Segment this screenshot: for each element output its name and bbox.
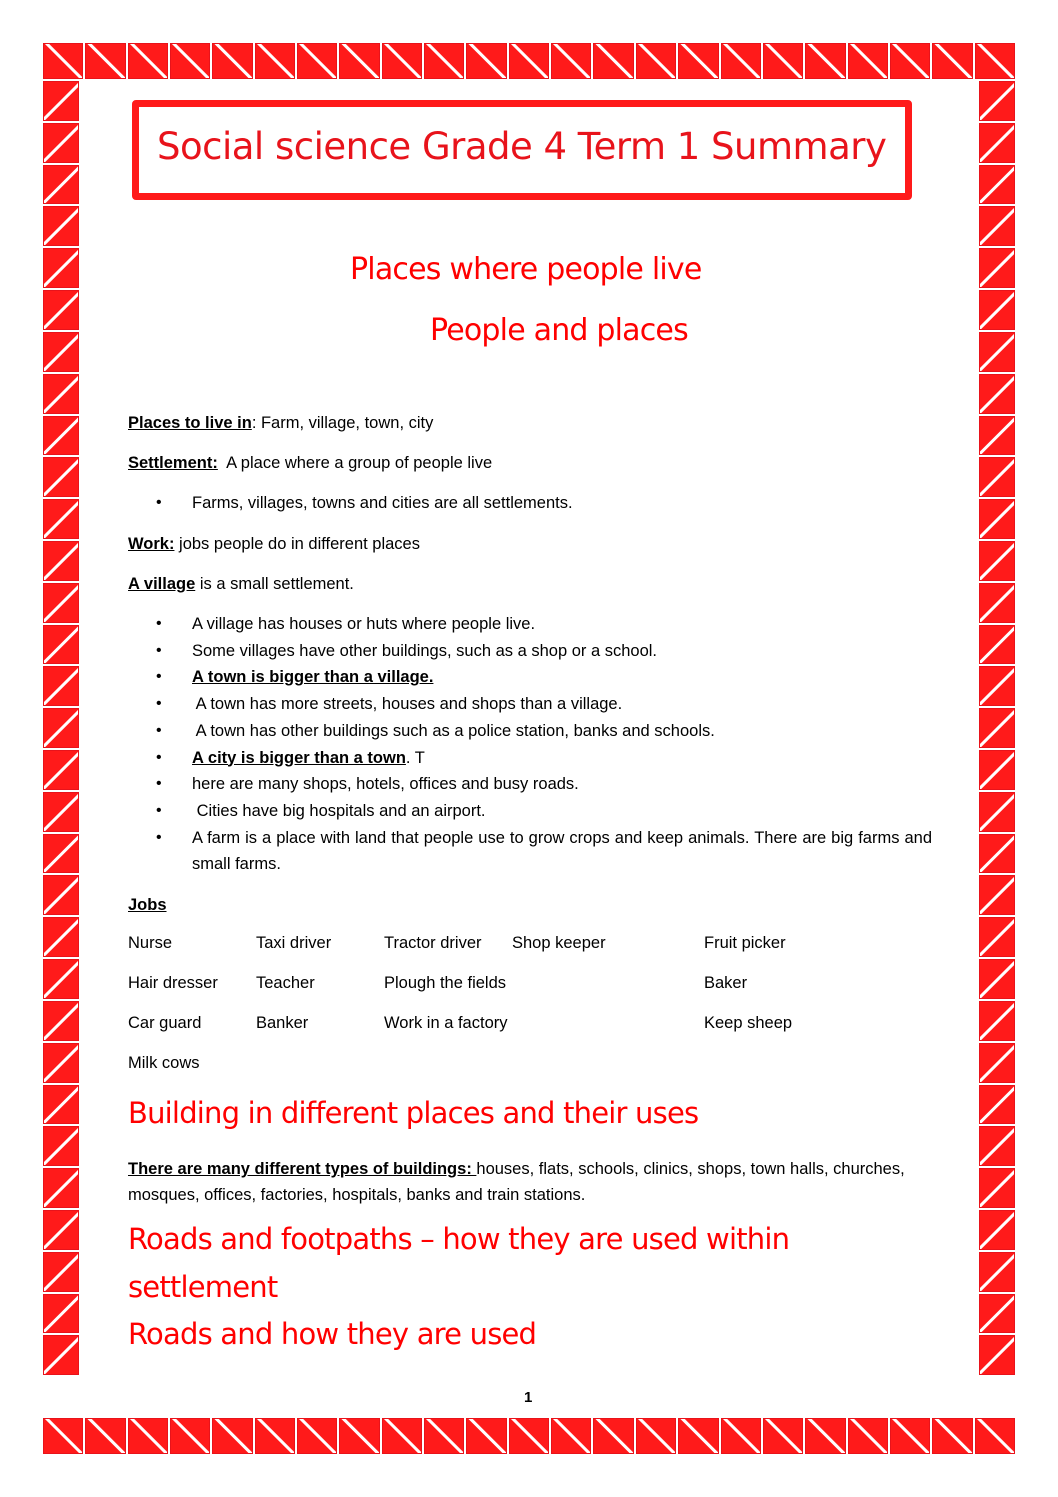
border-tile — [43, 583, 79, 623]
border-tile — [593, 1418, 633, 1454]
border-tile — [979, 583, 1015, 623]
job-cell: Banker — [256, 1014, 309, 1032]
heading-roads-footpaths-cont: settlement — [128, 1270, 278, 1304]
border-tile — [979, 1210, 1015, 1250]
border-tile — [932, 43, 972, 79]
buildings-paragraph — [128, 1156, 932, 1208]
job-cell: Milk cows — [128, 1054, 200, 1072]
border-tile — [979, 457, 1015, 497]
border-tile — [43, 457, 79, 497]
border-tile — [43, 1043, 79, 1083]
list-item: • Cities have big hospitals and an airport. — [128, 798, 932, 825]
job-cell: Baker — [704, 974, 748, 992]
border-tile — [43, 959, 79, 999]
border-tile — [43, 499, 79, 539]
border-tile — [979, 1168, 1015, 1208]
border-tile — [43, 1335, 79, 1375]
border-tile — [85, 1418, 125, 1454]
border-tile — [339, 1418, 379, 1454]
border-tile — [979, 792, 1015, 832]
border-tile — [212, 1418, 252, 1454]
border-tile — [848, 43, 888, 79]
border-tile — [43, 290, 79, 330]
border-tile — [979, 1335, 1015, 1375]
border-tile — [43, 206, 79, 246]
border-tile — [43, 374, 79, 414]
settlement-label: Settlement: — [128, 454, 218, 472]
job-cell: Hair dresser — [128, 974, 218, 992]
list-item: • here are many shops, hotels, offices and busy roads. — [128, 771, 932, 798]
border-tile — [43, 541, 79, 581]
top-border — [42, 42, 1016, 80]
border-tile — [979, 165, 1015, 205]
border-tile — [979, 1043, 1015, 1083]
job-cell: Work in a factory — [384, 1014, 508, 1032]
border-tile — [979, 917, 1015, 957]
settlement-line — [128, 453, 492, 473]
places-label: Places to live in — [128, 414, 252, 432]
border-tile — [979, 1252, 1015, 1292]
border-tile — [43, 625, 79, 665]
border-tile — [43, 792, 79, 832]
border-tile — [43, 1168, 79, 1208]
job-cell: Tractor driver — [384, 934, 482, 952]
page-title: Social science Grade 4 Term 1 Summary — [157, 125, 887, 168]
heading-buildings: Building in different places and their uses — [128, 1096, 699, 1130]
border-tile — [979, 875, 1015, 915]
border-tile — [979, 1294, 1015, 1334]
border-tile — [43, 43, 83, 79]
heading-people-and-places: People and places — [430, 313, 688, 348]
list-item: • A village has houses or huts where people live. — [128, 611, 932, 638]
work-label: Work: — [128, 535, 175, 553]
border-tile — [932, 1418, 972, 1454]
border-tile — [43, 1001, 79, 1041]
border-tile — [678, 43, 718, 79]
border-tile — [43, 248, 79, 288]
job-cell: Fruit picker — [704, 934, 786, 952]
job-cell: Keep sheep — [704, 1014, 793, 1032]
work-line — [128, 534, 420, 554]
border-tile — [170, 43, 210, 79]
border-tile — [805, 43, 845, 79]
border-tile — [979, 248, 1015, 288]
border-tile — [979, 290, 1015, 330]
left-border — [42, 80, 80, 1376]
right-border — [978, 80, 1016, 1376]
border-tile — [43, 834, 79, 874]
border-tile — [382, 43, 422, 79]
list-item: • A town has more streets, houses and shops than a village. — [128, 691, 932, 718]
border-tile — [979, 332, 1015, 372]
border-tile — [255, 43, 295, 79]
border-tile — [721, 1418, 761, 1454]
border-tile — [636, 1418, 676, 1454]
job-cell: Plough the fields — [384, 974, 507, 992]
heading-roads-used: Roads and how they are used — [128, 1317, 537, 1351]
border-tile — [979, 123, 1015, 163]
border-tile — [466, 43, 506, 79]
heading-roads-footpaths: Roads and footpaths – how they are used within — [128, 1222, 790, 1256]
border-tile — [382, 1418, 422, 1454]
border-tile — [678, 1418, 718, 1454]
village-text: is a small settlement. — [195, 575, 354, 593]
border-tile — [212, 43, 252, 79]
border-tile — [763, 43, 803, 79]
border-tile — [43, 1085, 79, 1125]
border-tile — [466, 1418, 506, 1454]
border-tile — [43, 1252, 79, 1292]
list-item: • A town has other buildings such as a police station, banks and schools. — [128, 718, 932, 745]
settlement-facts-list — [128, 611, 932, 877]
border-tile — [979, 541, 1015, 581]
border-tile — [128, 43, 168, 79]
border-tile — [424, 43, 464, 79]
border-tile — [255, 1418, 295, 1454]
border-tile — [43, 165, 79, 205]
list-item: • A city is bigger than a town. T — [128, 745, 932, 772]
border-tile — [979, 499, 1015, 539]
border-tile — [721, 43, 761, 79]
border-tile — [979, 1085, 1015, 1125]
border-tile — [509, 43, 549, 79]
border-tile — [43, 1294, 79, 1334]
border-tile — [890, 43, 930, 79]
border-tile — [979, 374, 1015, 414]
border-tile — [509, 1418, 549, 1454]
border-tile — [43, 123, 79, 163]
border-tile — [979, 416, 1015, 456]
jobs-label: Jobs — [128, 896, 167, 914]
border-tile — [979, 959, 1015, 999]
list-item: • A farm is a place with land that people use to grow crops and keep animals. There are big farms and small farms. — [128, 825, 932, 877]
border-tile — [975, 43, 1015, 79]
settlement-text: A place where a group of people live — [217, 454, 493, 472]
border-tile — [297, 43, 337, 79]
border-tile — [636, 43, 676, 79]
border-tile — [848, 1418, 888, 1454]
border-tile — [43, 1210, 79, 1250]
border-tile — [979, 1001, 1015, 1041]
list-item: • Some villages have other buildings, such as a shop or a school. — [128, 638, 932, 665]
border-tile — [43, 750, 79, 790]
border-tile — [979, 625, 1015, 665]
job-cell: Nurse — [128, 934, 173, 952]
buildings-label: There are many different types of buildings: — [128, 1160, 477, 1178]
job-cell: Car guard — [128, 1014, 202, 1032]
heading-places-where-people-live: Places where people live — [350, 252, 702, 287]
border-tile — [551, 1418, 591, 1454]
list-item: • A town is bigger than a village. — [128, 664, 932, 691]
places-text: : Farm, village, town, city — [251, 414, 434, 432]
village-line — [128, 574, 354, 594]
border-tile — [890, 1418, 930, 1454]
border-tile — [43, 917, 79, 957]
border-tile — [979, 750, 1015, 790]
job-cell: Taxi driver — [256, 934, 332, 952]
border-tile — [979, 708, 1015, 748]
border-tile — [128, 1418, 168, 1454]
page-number: 1 — [524, 1389, 533, 1406]
border-tile — [43, 875, 79, 915]
border-tile — [805, 1418, 845, 1454]
border-tile — [979, 834, 1015, 874]
list-item: • Farms, villages, towns and cities are all settlements. — [128, 490, 932, 517]
village-label: A village — [128, 575, 196, 593]
border-tile — [43, 666, 79, 706]
border-tile — [424, 1418, 464, 1454]
border-tile — [979, 206, 1015, 246]
border-tile — [43, 416, 79, 456]
border-tile — [763, 1418, 803, 1454]
border-tile — [979, 1126, 1015, 1166]
border-tile — [43, 1418, 83, 1454]
border-tile — [170, 1418, 210, 1454]
border-tile — [551, 43, 591, 79]
border-tile — [979, 666, 1015, 706]
border-tile — [297, 1418, 337, 1454]
buildings-text: houses, flats, schools, clinics, shops, town halls, churches, mosques, offices, factories, hospitals, banks and train stations. — [128, 1160, 905, 1204]
border-tile — [43, 1126, 79, 1166]
border-tile — [85, 43, 125, 79]
places-to-live-line — [128, 413, 433, 433]
border-tile — [593, 43, 633, 79]
job-cell: Teacher — [256, 974, 315, 992]
bottom-border — [42, 1417, 1016, 1455]
border-tile — [975, 1418, 1015, 1454]
border-tile — [43, 332, 79, 372]
border-tile — [43, 708, 79, 748]
job-cell: Shop keeper — [512, 934, 606, 952]
border-tile — [43, 81, 79, 121]
work-text: jobs people do in different places — [174, 535, 420, 553]
border-tile — [979, 81, 1015, 121]
border-tile — [339, 43, 379, 79]
settlement-bullets — [128, 490, 932, 517]
title-box — [132, 100, 912, 200]
